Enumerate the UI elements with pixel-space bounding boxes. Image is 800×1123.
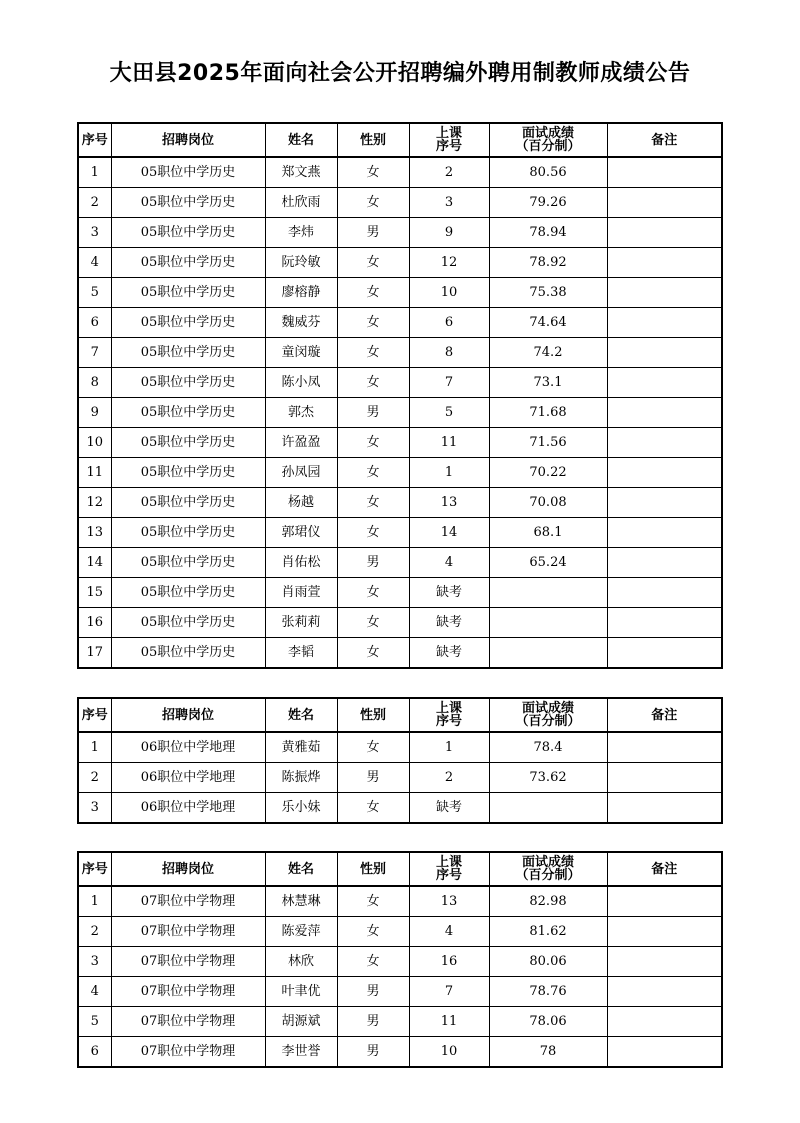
cell-order: 10 (409, 1037, 489, 1068)
table-row (78, 157, 722, 188)
cell-order: 2 (409, 763, 489, 793)
cell-remark (607, 157, 722, 188)
cell-score: 80.06 (489, 947, 607, 977)
cell-gender: 女 (337, 338, 409, 368)
cell-post: 05职位中学历史 (111, 578, 265, 608)
table-row (78, 578, 722, 608)
cell-remark (607, 886, 722, 917)
page-title: 大田县2025年面向社会公开招聘编外聘用制教师成绩公告 (109, 61, 691, 86)
cell-name: 郭杰 (265, 398, 337, 428)
cell-remark (607, 518, 722, 548)
cell-score (489, 638, 607, 669)
header-post: 招聘岗位 (111, 852, 265, 886)
header-score (489, 123, 607, 157)
cell-score: 78.92 (489, 248, 607, 278)
header-name: 姓名 (265, 698, 337, 732)
cell-post: 07职位中学物理 (111, 977, 265, 1007)
header-score-line2: （百分制） (515, 714, 581, 729)
table-row (78, 488, 722, 518)
header-gender: 性别 (337, 698, 409, 732)
cell-remark (607, 188, 722, 218)
cell-no: 1 (78, 732, 111, 763)
cell-order: 16 (409, 947, 489, 977)
table-header-row (78, 698, 722, 732)
cell-no: 12 (78, 488, 111, 518)
cell-post: 06职位中学地理 (111, 732, 265, 763)
cell-remark (607, 278, 722, 308)
header-no: 序号 (78, 123, 111, 157)
cell-post: 07职位中学物理 (111, 1007, 265, 1037)
cell-remark (607, 763, 722, 793)
header-name: 姓名 (265, 852, 337, 886)
header-order-line2: 序号 (435, 868, 462, 883)
cell-post: 05职位中学历史 (111, 458, 265, 488)
cell-gender: 女 (337, 793, 409, 824)
cell-order: 14 (409, 518, 489, 548)
cell-name: 李炜 (265, 218, 337, 248)
cell-no: 1 (78, 157, 111, 188)
cell-remark (607, 398, 722, 428)
cell-post: 07职位中学物理 (111, 886, 265, 917)
cell-remark (607, 638, 722, 669)
cell-post: 05职位中学历史 (111, 638, 265, 669)
cell-gender: 女 (337, 518, 409, 548)
cell-post: 07职位中学物理 (111, 917, 265, 947)
cell-gender: 女 (337, 368, 409, 398)
cell-name: 林欣 (265, 947, 337, 977)
cell-gender: 女 (337, 308, 409, 338)
cell-gender: 女 (337, 157, 409, 188)
cell-name: 陈爱萍 (265, 917, 337, 947)
table-row (78, 1007, 722, 1037)
cell-name: 张莉莉 (265, 608, 337, 638)
cell-score: 73.62 (489, 763, 607, 793)
table-row (78, 917, 722, 947)
cell-score: 81.62 (489, 917, 607, 947)
cell-remark (607, 977, 722, 1007)
cell-score: 80.56 (489, 157, 607, 188)
score-table-geography (77, 697, 723, 824)
cell-name: 肖雨萱 (265, 578, 337, 608)
cell-no: 10 (78, 428, 111, 458)
table-row (78, 368, 722, 398)
cell-gender: 男 (337, 398, 409, 428)
header-no: 序号 (78, 698, 111, 732)
cell-post: 06职位中学地理 (111, 763, 265, 793)
cell-name: 杜欣雨 (265, 188, 337, 218)
cell-name: 郭珺仪 (265, 518, 337, 548)
cell-gender: 女 (337, 917, 409, 947)
cell-name: 胡源斌 (265, 1007, 337, 1037)
cell-gender: 女 (337, 578, 409, 608)
cell-order: 缺考 (409, 793, 489, 824)
cell-no: 2 (78, 763, 111, 793)
table-row (78, 518, 722, 548)
cell-score: 73.1 (489, 368, 607, 398)
cell-order: 1 (409, 458, 489, 488)
table-row (78, 638, 722, 669)
cell-score (489, 578, 607, 608)
cell-no: 6 (78, 308, 111, 338)
cell-order: 5 (409, 398, 489, 428)
cell-remark (607, 368, 722, 398)
cell-remark (607, 578, 722, 608)
cell-order: 4 (409, 548, 489, 578)
cell-name: 乐小妹 (265, 793, 337, 824)
cell-gender: 女 (337, 732, 409, 763)
header-order (409, 123, 489, 157)
cell-score (489, 608, 607, 638)
table-row (78, 977, 722, 1007)
cell-name: 陈小凤 (265, 368, 337, 398)
cell-post: 07职位中学物理 (111, 1037, 265, 1068)
cell-no: 11 (78, 458, 111, 488)
cell-gender: 男 (337, 977, 409, 1007)
cell-name: 郑文燕 (265, 157, 337, 188)
cell-post: 05职位中学历史 (111, 248, 265, 278)
header-score-line1: 面试成绩 (521, 855, 574, 870)
cell-score: 78 (489, 1037, 607, 1068)
table-row (78, 308, 722, 338)
cell-order: 9 (409, 218, 489, 248)
header-score-line2: （百分制） (515, 139, 581, 154)
cell-post: 05职位中学历史 (111, 518, 265, 548)
cell-gender: 男 (337, 763, 409, 793)
table-row (78, 886, 722, 917)
cell-remark (607, 338, 722, 368)
cell-post: 05职位中学历史 (111, 548, 265, 578)
cell-order: 13 (409, 886, 489, 917)
table-row (78, 428, 722, 458)
cell-name: 杨越 (265, 488, 337, 518)
header-order (409, 852, 489, 886)
cell-gender: 男 (337, 1037, 409, 1068)
header-order-line1: 上课 (435, 701, 462, 716)
header-score (489, 852, 607, 886)
cell-no: 6 (78, 1037, 111, 1068)
cell-order: 6 (409, 308, 489, 338)
cell-remark (607, 793, 722, 824)
cell-no: 13 (78, 518, 111, 548)
header-score-line1: 面试成绩 (521, 126, 574, 141)
cell-gender: 女 (337, 458, 409, 488)
table-row (78, 398, 722, 428)
cell-no: 14 (78, 548, 111, 578)
cell-post: 05职位中学历史 (111, 188, 265, 218)
header-remark: 备注 (607, 123, 722, 157)
header-gender: 性别 (337, 123, 409, 157)
cell-name: 李韬 (265, 638, 337, 669)
cell-no: 2 (78, 917, 111, 947)
cell-order: 7 (409, 368, 489, 398)
cell-gender: 女 (337, 947, 409, 977)
cell-remark (607, 308, 722, 338)
table-row (78, 218, 722, 248)
cell-remark (607, 488, 722, 518)
cell-no: 7 (78, 338, 111, 368)
cell-post: 05职位中学历史 (111, 368, 265, 398)
cell-order: 11 (409, 428, 489, 458)
cell-name: 廖榕静 (265, 278, 337, 308)
cell-no: 5 (78, 278, 111, 308)
cell-name: 陈振烨 (265, 763, 337, 793)
cell-order: 缺考 (409, 638, 489, 669)
table-header-row (78, 852, 722, 886)
table-row (78, 338, 722, 368)
cell-order: 4 (409, 917, 489, 947)
cell-order: 3 (409, 188, 489, 218)
cell-score: 65.24 (489, 548, 607, 578)
cell-remark (607, 608, 722, 638)
cell-order: 缺考 (409, 608, 489, 638)
header-order-line2: 序号 (435, 139, 462, 154)
header-gender: 性别 (337, 852, 409, 886)
cell-name: 林慧琳 (265, 886, 337, 917)
table-row (78, 248, 722, 278)
cell-score: 79.26 (489, 188, 607, 218)
header-score-line2: （百分制） (515, 868, 581, 883)
cell-order: 11 (409, 1007, 489, 1037)
cell-gender: 男 (337, 1007, 409, 1037)
cell-score: 78.06 (489, 1007, 607, 1037)
cell-remark (607, 218, 722, 248)
cell-no: 17 (78, 638, 111, 669)
cell-no: 3 (78, 793, 111, 824)
cell-post: 07职位中学物理 (111, 947, 265, 977)
cell-post: 05职位中学历史 (111, 278, 265, 308)
score-table-history (77, 122, 723, 669)
cell-gender: 女 (337, 428, 409, 458)
cell-name: 童闵璇 (265, 338, 337, 368)
cell-gender: 女 (337, 278, 409, 308)
cell-order: 7 (409, 977, 489, 1007)
cell-score: 74.2 (489, 338, 607, 368)
cell-score: 82.98 (489, 886, 607, 917)
table-row (78, 548, 722, 578)
cell-name: 阮玲敏 (265, 248, 337, 278)
cell-post: 06职位中学地理 (111, 793, 265, 824)
cell-name: 孙凤园 (265, 458, 337, 488)
header-score-line1: 面试成绩 (521, 701, 574, 716)
header-order-line1: 上课 (435, 855, 462, 870)
cell-score (489, 793, 607, 824)
cell-no: 3 (78, 218, 111, 248)
cell-order: 12 (409, 248, 489, 278)
cell-gender: 男 (337, 548, 409, 578)
table-row (78, 188, 722, 218)
cell-score: 68.1 (489, 518, 607, 548)
cell-name: 魏威芬 (265, 308, 337, 338)
cell-post: 05职位中学历史 (111, 608, 265, 638)
cell-order: 1 (409, 732, 489, 763)
cell-score: 71.56 (489, 428, 607, 458)
table-header-row (78, 123, 722, 157)
cell-score: 71.68 (489, 398, 607, 428)
cell-post: 05职位中学历史 (111, 338, 265, 368)
cell-score: 70.22 (489, 458, 607, 488)
header-order-line2: 序号 (435, 714, 462, 729)
cell-remark (607, 1037, 722, 1068)
cell-post: 05职位中学历史 (111, 218, 265, 248)
cell-gender: 女 (337, 248, 409, 278)
cell-score: 78.94 (489, 218, 607, 248)
cell-order: 13 (409, 488, 489, 518)
cell-remark (607, 548, 722, 578)
table-row (78, 763, 722, 793)
cell-order: 8 (409, 338, 489, 368)
header-no: 序号 (78, 852, 111, 886)
cell-name: 黄雅茹 (265, 732, 337, 763)
table-row (78, 608, 722, 638)
cell-no: 5 (78, 1007, 111, 1037)
header-remark: 备注 (607, 852, 722, 886)
table-row (78, 793, 722, 824)
cell-gender: 女 (337, 188, 409, 218)
cell-name: 肖佑松 (265, 548, 337, 578)
cell-name: 叶聿优 (265, 977, 337, 1007)
cell-post: 05职位中学历史 (111, 157, 265, 188)
cell-gender: 女 (337, 608, 409, 638)
cell-no: 8 (78, 368, 111, 398)
cell-gender: 女 (337, 886, 409, 917)
cell-post: 05职位中学历史 (111, 488, 265, 518)
cell-order: 2 (409, 157, 489, 188)
cell-name: 许盈盈 (265, 428, 337, 458)
cell-no: 16 (78, 608, 111, 638)
cell-score: 70.08 (489, 488, 607, 518)
cell-remark (607, 917, 722, 947)
table-row (78, 1037, 722, 1068)
cell-name: 李世誉 (265, 1037, 337, 1068)
table-row (78, 278, 722, 308)
score-table-physics (77, 851, 723, 1068)
cell-no: 4 (78, 248, 111, 278)
cell-order: 10 (409, 278, 489, 308)
table-row (78, 732, 722, 763)
header-post: 招聘岗位 (111, 123, 265, 157)
cell-remark (607, 428, 722, 458)
cell-no: 9 (78, 398, 111, 428)
cell-no: 2 (78, 188, 111, 218)
cell-gender: 男 (337, 218, 409, 248)
cell-remark (607, 1007, 722, 1037)
cell-score: 78.76 (489, 977, 607, 1007)
cell-remark (607, 458, 722, 488)
table-row (78, 458, 722, 488)
cell-post: 05职位中学历史 (111, 398, 265, 428)
cell-gender: 女 (337, 638, 409, 669)
table-row (78, 947, 722, 977)
cell-order: 缺考 (409, 578, 489, 608)
header-name: 姓名 (265, 123, 337, 157)
cell-remark (607, 947, 722, 977)
header-order-line1: 上课 (435, 126, 462, 141)
cell-no: 15 (78, 578, 111, 608)
header-score (489, 698, 607, 732)
header-order (409, 698, 489, 732)
cell-no: 4 (78, 977, 111, 1007)
header-remark: 备注 (607, 698, 722, 732)
cell-post: 05职位中学历史 (111, 308, 265, 338)
cell-no: 1 (78, 886, 111, 917)
cell-post: 05职位中学历史 (111, 428, 265, 458)
cell-no: 3 (78, 947, 111, 977)
cell-remark (607, 732, 722, 763)
cell-remark (607, 248, 722, 278)
cell-score: 78.4 (489, 732, 607, 763)
cell-score: 74.64 (489, 308, 607, 338)
cell-score: 75.38 (489, 278, 607, 308)
cell-gender: 女 (337, 488, 409, 518)
header-post: 招聘岗位 (111, 698, 265, 732)
